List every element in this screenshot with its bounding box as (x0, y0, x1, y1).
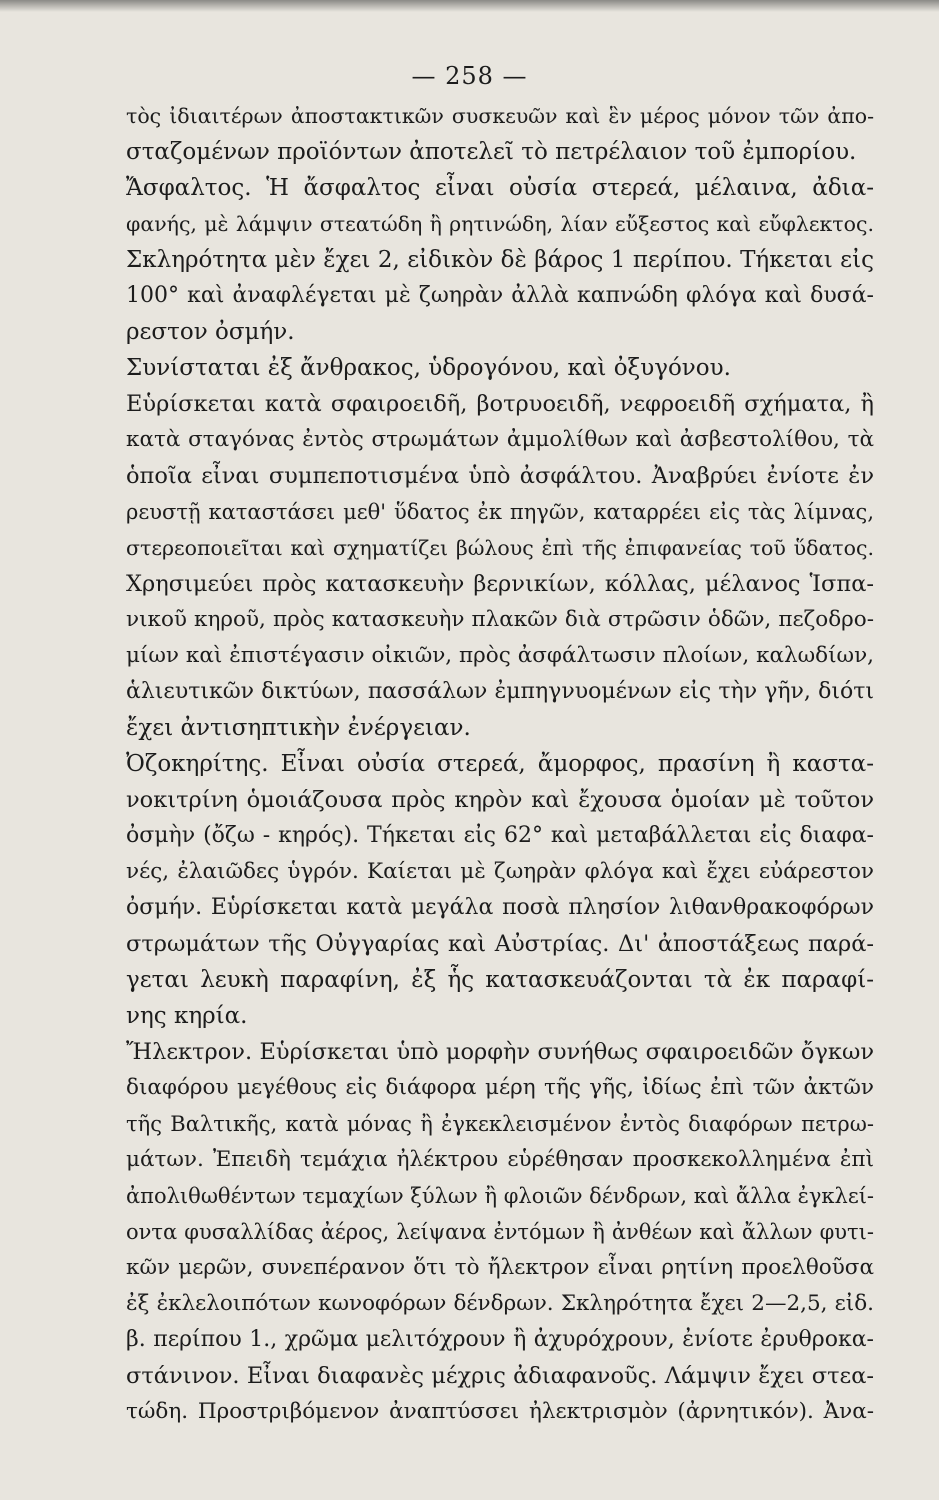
body-text (126, 98, 874, 1430)
text-line: νές, ἐλαιῶδες ὑγρόν. Καίεται μὲ ζωηρὰν φλόγα καὶ ἔχει εὐάρεστον (126, 859, 874, 884)
text-line: νης κηρία. (126, 1003, 248, 1029)
text-line: ἁλιευτικῶν δικτύων, πασσάλων ἐμπηγνυομένων εἰς τὴν γῆν, διότι (126, 679, 874, 704)
text-line: ὀσμήν. Εὑρίσκεται κατὰ μεγάλα ποσὰ πλησίον λιθανθρακοφόρων (126, 895, 874, 920)
text-line: Χρησιμεύει πρὸς κατασκευὴν βερνικίων, κόλλας, μέλανος Ἱσπα- (126, 571, 874, 597)
text-line: σταζομένων προϊόντων ἀποτελεῖ τὸ πετρέλαιον τοῦ ἐμπορίου. (126, 139, 857, 165)
text-line: β. περίπου 1., χρῶμα μελιτόχρουν ἢ ἀχυρόχρουν, ἐνίοτε ἐρυθροκα- (126, 1327, 874, 1352)
text-line: γεται λευκὴ παραφίνη, ἐξ ἧς κατασκευάζονται τὰ ἐκ παραφί- (126, 967, 874, 993)
text-line: μάτων. Ἐπειδὴ τεμάχια ἠλέκτρου εὑρέθησαν προσκεκολλημένα ἐπὶ (126, 1147, 874, 1172)
text-line: ἐξ ἐκλελοιπότων κωνοφόρων δένδρων. Σκληρότητα ἔχει 2—2,5, εἰδ. (126, 1291, 874, 1316)
page-number: — 258 — (411, 62, 528, 90)
text-line: νικοῦ κηροῦ, πρὸς κατασκευὴν πλακῶν διὰ στρῶσιν ὁδῶν, πεζοδρο- (126, 607, 874, 632)
text-line: ρευστῇ καταστάσει μεθ' ὕδατος ἐκ πηγῶν, καταρρέει εἰς τὰς λίμνας, (126, 500, 874, 524)
text-line: στερεοποιεῖται καὶ σχηματίζει βώλους ἐπὶ τῆς ἐπιφανείας τοῦ ὕδατος. (126, 536, 874, 560)
text-line: ρεστον ὀσμήν. (126, 319, 295, 345)
text-line: μίων καὶ ἐπιστέγασιν οἰκιῶν, πρὸς ἀσφάλτωσιν πλοίων, καλωδίων, (126, 643, 874, 668)
text-line: Σκληρότητα μὲν ἔχει 2, εἰδικὸν δὲ βάρος 1 περίπου. Τήκεται εἰς (126, 247, 874, 273)
text-line: κῶν μερῶν, συνεπέρανον ὅτι τὸ ἤλεκτρον εἶναι ρητίνη προελθοῦσα (126, 1255, 874, 1280)
text-line: τῆς Βαλτικῆς, κατὰ μόνας ἢ ἐγκεκλεισμένον ἐντὸς διαφόρων πετρω- (126, 1112, 874, 1136)
text-line: φανής, μὲ λάμψιν στεατώδη ἢ ρητινώδη, λίαν εὔξεστος καὶ εὔφλεκτος. (126, 212, 874, 236)
text-line: ἀπολιθωθέντων τεμαχίων ξύλων ἢ φλοιῶν δένδρων, καὶ ἄλλα ἐγκλεί- (126, 1184, 874, 1208)
text-line: Συνίσταται ἐξ ἄνθρακος, ὑδρογόνου, καὶ ὀξυγόνου. (126, 355, 731, 381)
text-line: Ἤλεκτρον. Εὑρίσκεται ὑπὸ μορφὴν συνήθως σφαιροειδῶν ὄγκων (126, 1039, 874, 1065)
text-line: Ὀζοκηρίτης. Εἶναι οὐσία στερεά, ἄμορφος, πρασίνη ἢ καστα- (126, 751, 874, 777)
text-line: νοκιτρίνη ὁμοιάζουσα πρὸς κηρὸν καὶ ἔχουσα ὁμοίαν μὲ τοῦτον (126, 787, 874, 813)
text-line: στρωμάτων τῆς Οὐγγαρίας καὶ Αὐστρίας. Δι' ἀποστάξεως παρά- (126, 931, 874, 957)
text-line: Εὑρίσκεται κατὰ σφαιροειδῆ, βοτρυοειδῆ, νεφροειδῆ σχήματα, ἢ (126, 391, 874, 417)
text-line: ὁποῖα εἶναι συμπεποτισμένα ὑπὸ ἀσφάλτου. Ἀναβρύει ἐνίοτε ἐν (126, 463, 874, 489)
text-line: Ἄσφαλτος. Ἡ ἄσφαλτος εἶναι οὐσία στερεά, μέλαινα, ἀδια- (126, 175, 874, 201)
text-line: οντα φυσαλλίδας ἀέρος, λείψανα ἐντόμων ἢ ἀνθέων καὶ ἄλλων φυτι- (126, 1220, 874, 1244)
text-line: κατὰ σταγόνας ἐντὸς στρωμάτων ἀμμολίθων καὶ ἀσβεστολίθου, τὰ (126, 427, 874, 452)
text-line: τὸς ἰδιαιτέρων ἀποστακτικῶν συσκευῶν καὶ ἓν μέρος μόνον τῶν ἀπο- (126, 104, 874, 128)
page-top-edge (0, 0, 939, 12)
text-line: στάνινον. Εἶναι διαφανὲς μέχρις ἀδιαφανοῦς. Λάμψιν ἔχει στεα- (126, 1363, 874, 1389)
text-line: ἔχει ἀντισηπτικὴν ἐνέργειαν. (126, 715, 471, 741)
text-line: τώδη. Προστριβόμενον ἀναπτύσσει ἠλεκτρισμὸν (ἀρνητικόν). Ἀνα- (126, 1399, 874, 1424)
text-line: διαφόρου μεγέθους εἰς διάφορα μέρη τῆς γῆς, ἰδίως ἐπὶ τῶν ἀκτῶν (126, 1075, 874, 1100)
text-line: ὀσμὴν (ὄζω - κηρός). Τήκεται εἰς 62° καὶ μεταβάλλεται εἰς διαφα- (126, 823, 874, 848)
text-line: 100° καὶ ἀναφλέγεται μὲ ζωηρὰν ἀλλὰ καπνώδη φλόγα καὶ δυσά- (126, 283, 874, 308)
